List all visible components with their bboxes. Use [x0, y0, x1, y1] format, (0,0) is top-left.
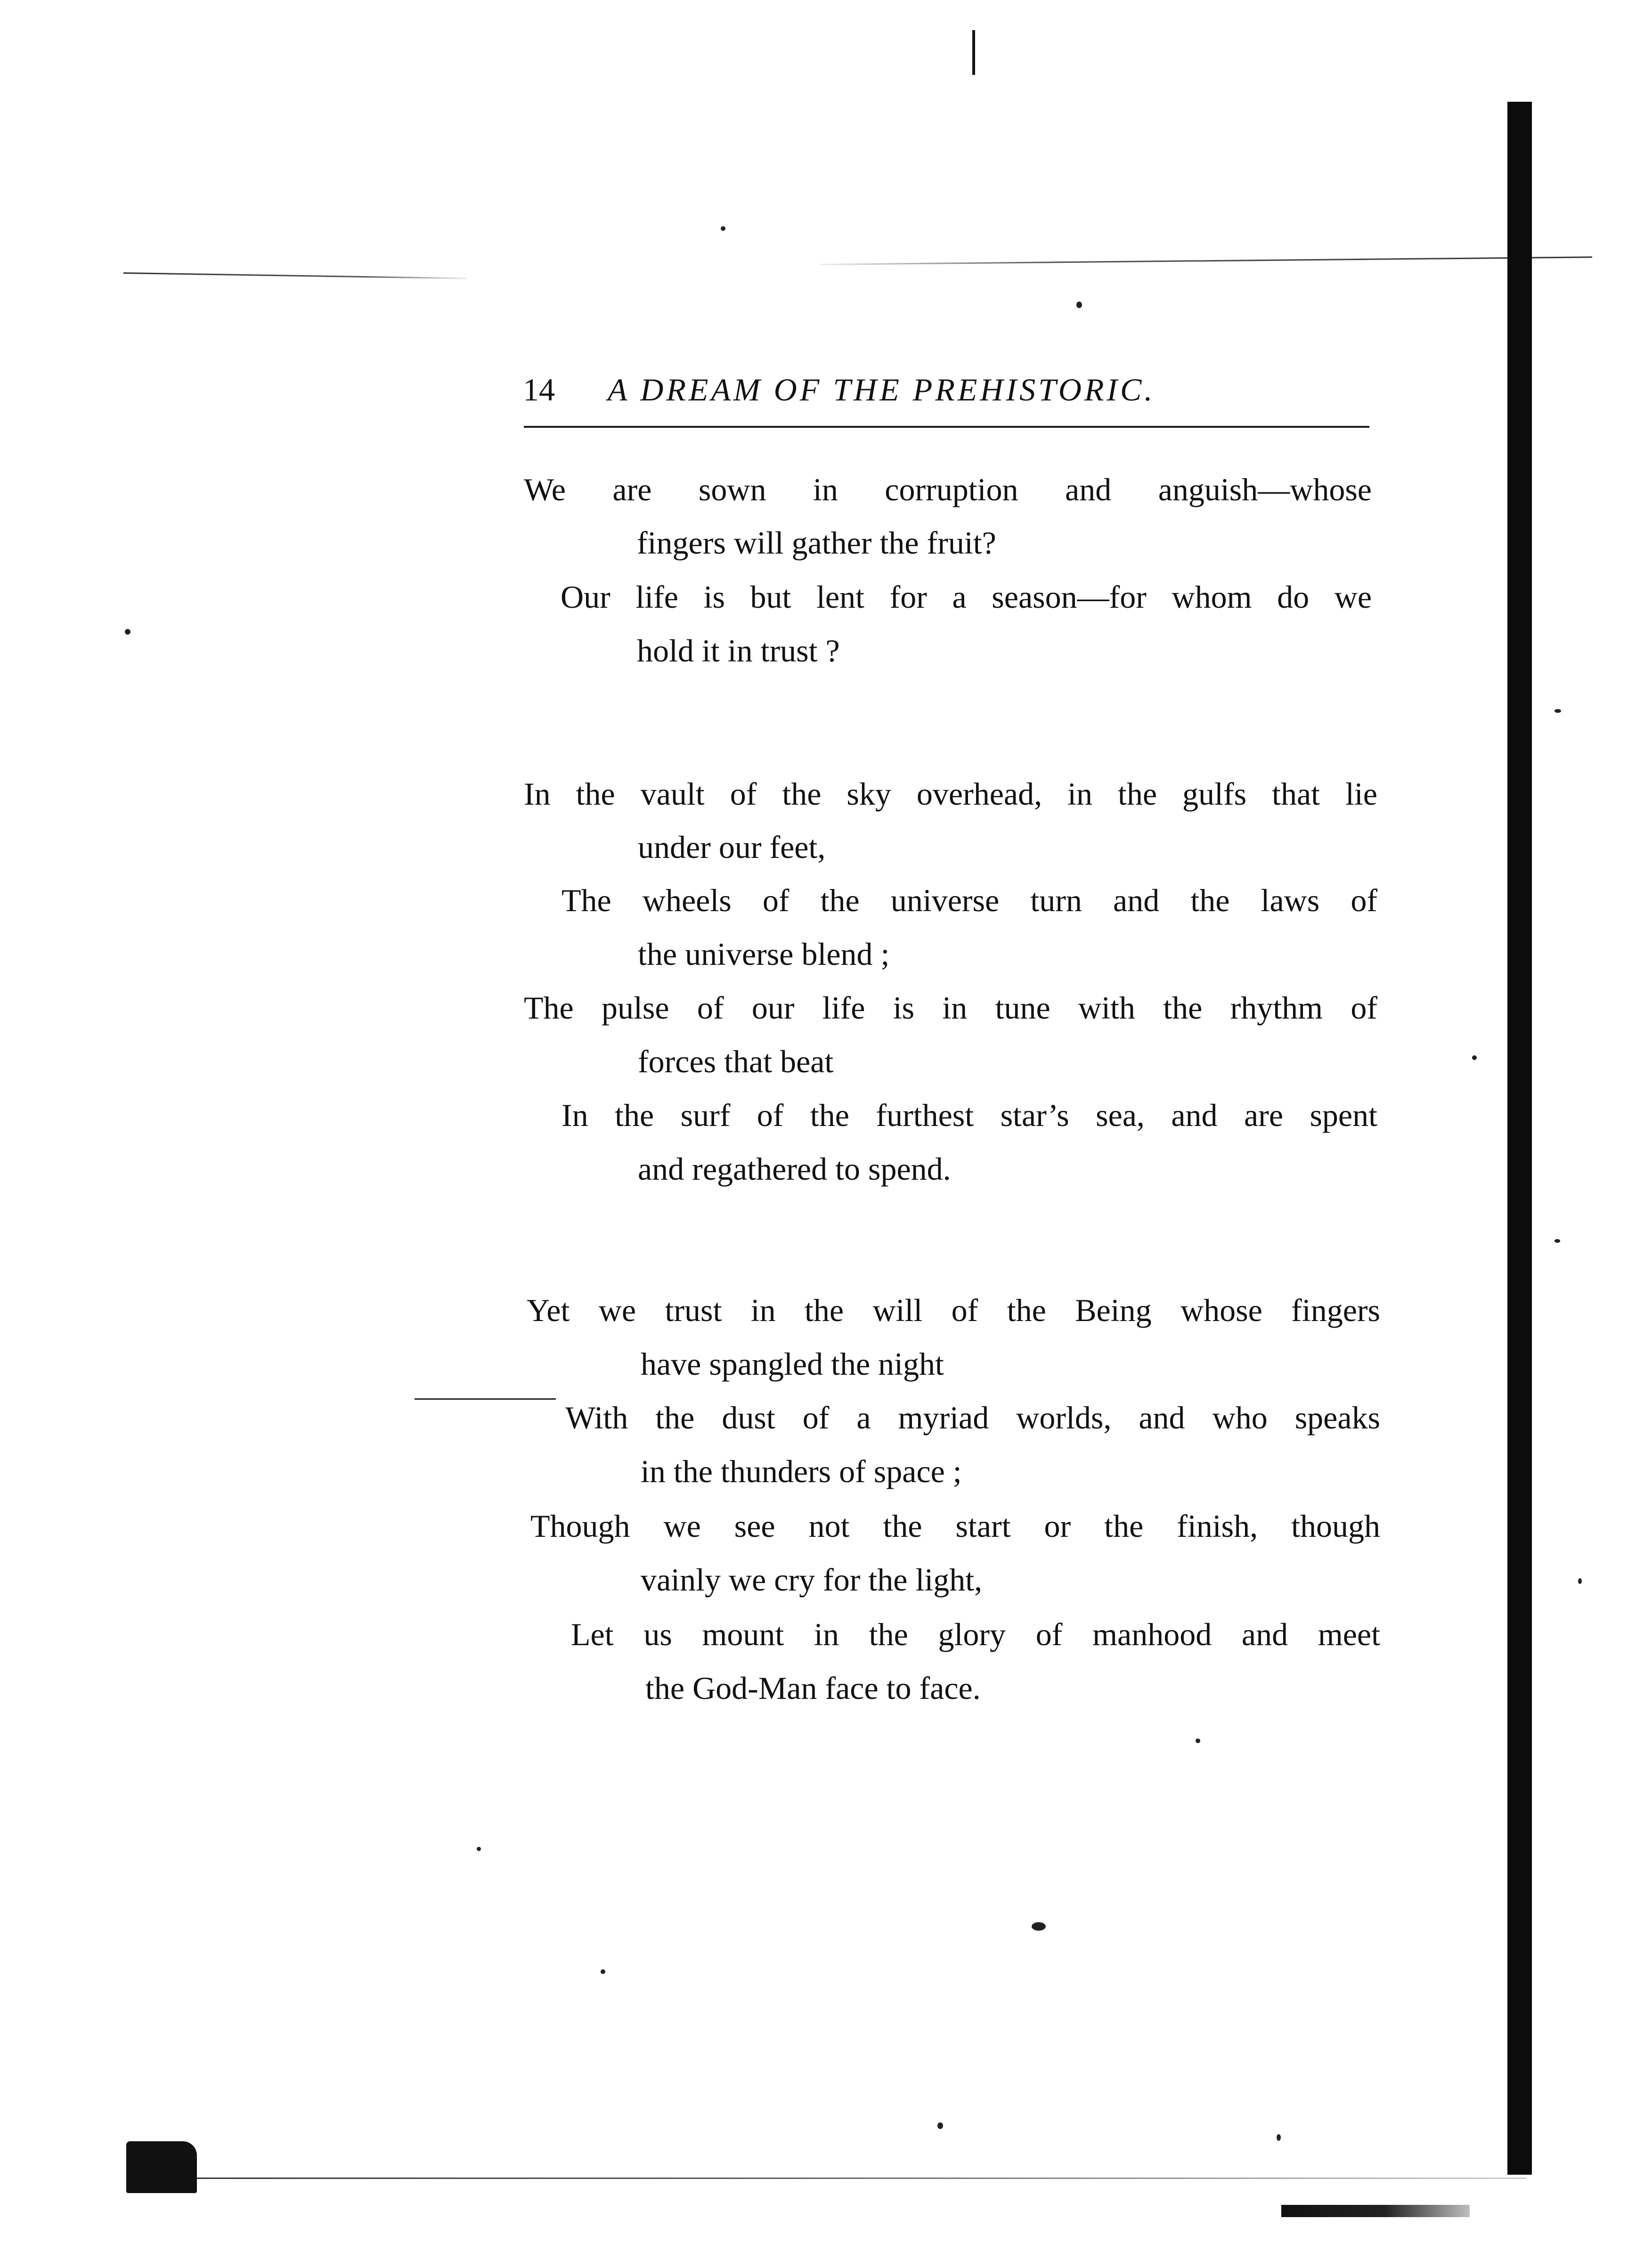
- speck: [1554, 709, 1561, 713]
- poem-line: The pulse of our life is in tune with the rhythm of: [524, 990, 1377, 1026]
- running-title: A DREAM OF THE PREHISTORIC.: [608, 372, 1156, 408]
- stray-pen-line: [415, 1398, 556, 1400]
- poem-line: fingers will gather the fruit?: [637, 525, 996, 561]
- poem-line: have spangled the night: [641, 1346, 944, 1382]
- poem-line: the God-Man face to face.: [645, 1670, 981, 1706]
- scan-mark: [972, 30, 975, 75]
- poem-line: the universe blend ;: [638, 936, 890, 972]
- poem-line: Our life is but lent for a season—for whom do we: [561, 579, 1372, 615]
- poem-line: vainly we cry for the light,: [641, 1562, 983, 1598]
- poem-line: Yet we trust in the will of the Being whose fingers: [527, 1292, 1380, 1328]
- scan-rule-top-left: [123, 272, 467, 279]
- poem-line: With the dust of a myriad worlds, and who speaks: [565, 1400, 1380, 1436]
- header-rule: [524, 426, 1369, 428]
- speck: [1277, 2134, 1281, 2141]
- speck: [721, 226, 725, 231]
- speck: [1032, 1922, 1046, 1931]
- poem-line: Let us mount in the glory of manhood and meet: [571, 1616, 1380, 1652]
- speck: [1578, 1578, 1582, 1584]
- speck: [1076, 302, 1082, 308]
- speck: [601, 1969, 605, 1974]
- speck: [477, 1847, 481, 1851]
- scan-edge-bar: [1507, 102, 1532, 2175]
- poem-line: forces that beat: [638, 1044, 834, 1079]
- poem-line: We are sown in corruption and anguish—whose: [524, 472, 1372, 507]
- poem-line: In the surf of the furthest star’s sea, and are spent: [562, 1097, 1377, 1133]
- scan-bottom-strip: [1281, 2205, 1470, 2217]
- poem-line: and regathered to spend.: [638, 1151, 951, 1187]
- scan-corner-blot: [126, 2141, 197, 2193]
- poem-line: Though we see not the start or the finish, though: [530, 1508, 1380, 1544]
- poem-line: In the vault of the sky overhead, in the gulfs that lie: [524, 776, 1377, 812]
- scan-rule-bottom: [170, 2178, 1526, 2179]
- page-number: 14: [523, 372, 555, 408]
- speck: [937, 2122, 943, 2129]
- poem-line: under our feet,: [638, 829, 826, 865]
- poem-line: hold it in trust ?: [637, 633, 840, 669]
- speck: [1196, 1738, 1200, 1743]
- speck: [1554, 1239, 1560, 1243]
- running-head: [523, 368, 1371, 411]
- scan-rule-top-right: [820, 256, 1592, 265]
- poem-line: in the thunders of space ;: [641, 1453, 962, 1489]
- speck: [125, 629, 130, 635]
- speck: [1472, 1055, 1477, 1060]
- poem-line: The wheels of the universe turn and the laws of: [562, 882, 1377, 918]
